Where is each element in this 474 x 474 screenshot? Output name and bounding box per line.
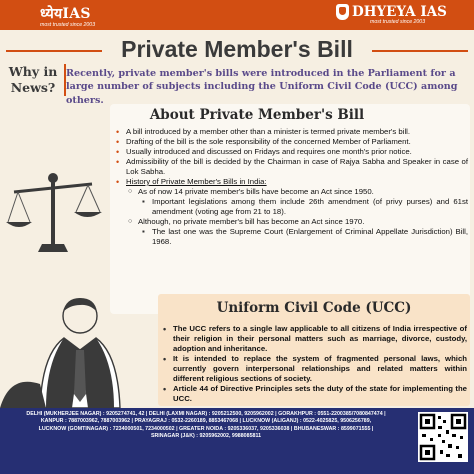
scales-of-justice-icon [4,170,104,260]
right-tagline: most trusted since 2003 [370,19,426,25]
left-logo-text: ध्येयIAS [40,6,91,22]
list-item: • Admissibility of the bill is decided by the Chairman in case of Rajya Sabha and Speaker in case of Lok Sabha. [116,157,468,177]
list-item: ○ As of now 14 private member's bills have become an Act since 1950. [128,187,468,197]
ucc-heading: Uniform Civil Code (UCC) [216,300,412,316]
list-item: • Article 44 of Directive Principles sets the duty of the state for implementing the UCC. [163,384,467,404]
list-item: ▪ Important legislations among them include 26th amendment (of privy purses) and 61st amendment (voting age from 21 to 18). [142,197,468,217]
why-in-news-text: Recently, private member's bills were introduced in the Parliament for a large number of subjects including the Uniform Civil Code (UCC) among others. [66,68,458,106]
footer-line: SRINAGAR (J&K) : 9205962002, 9988085811 [150,433,262,440]
about-heading: About Private Member's Bill [149,107,365,123]
list-item: • Drafting of the bill is the sole responsibility of the concerned Member of Parliament. [116,137,468,147]
why-in-news-label [6,64,66,96]
qr-code[interactable] [418,412,468,462]
right-logo [336,4,447,25]
list-item: ▪ The last one was the Supreme Court (Enlargement of Criminal Appellate Jurisdiction) Bill, 1968. [142,227,468,247]
footer-line: LUCKNOW (GOMTINAGAR) : 7234000501, 7234000502 | GREATER NOIDA : 9205336037, 9205336038 | BHUBANESWAR : 8599071555 | [38,425,374,432]
logo-emblem-icon [336,4,349,20]
footer-line: KANPUR : 7887003962, 7887003962 | PRAYAGRAJ : 0532-2260189, 8853467068 | LUCKNOW (ALIGANJ) : 0522-4025825, 9506256789, [40,418,372,425]
list-item: • Usually introduced and discussed on Fridays and requires one month's prior notice. [116,147,468,157]
ucc-list [163,324,467,404]
left-logo [40,4,95,28]
footer-contacts [6,411,406,441]
why-label-line1: Why in [8,64,58,79]
list-item: • It is intended to replace the system of fragmented personal laws, which currently govern interpersonal relationships and related matters within different religious sections of society. [163,354,467,384]
list-item [116,177,468,187]
history-heading: History of Private Member's Bills in India: [126,177,267,186]
list-item: • The UCC refers to a single law applicable to all citizens of India irrespective of their religion in their personal matters such as marriage, divorce, custody, adoption and inheritance. [163,324,467,354]
footer-line: DELHI (MUKHERJEE NAGAR) : 9205274741, 42 | DELHI (LAXMI NAGAR) : 9205212500, 9205962002 | GORAKHPUR : 0551-2200385/7080847474 | [26,411,386,417]
list-item: ○ Although, no private member's bill has become an Act since 1970. [128,217,468,227]
list-item: • A bill introduced by a member other than a minister is termed private member's bill. [116,127,468,137]
left-tagline: most trusted since 2003 [40,22,96,28]
page-title: Private Member's Bill [121,36,353,62]
about-list [116,127,468,247]
right-logo-text: DHYEYA IAS [352,4,447,20]
why-label-line2: News? [10,80,56,95]
